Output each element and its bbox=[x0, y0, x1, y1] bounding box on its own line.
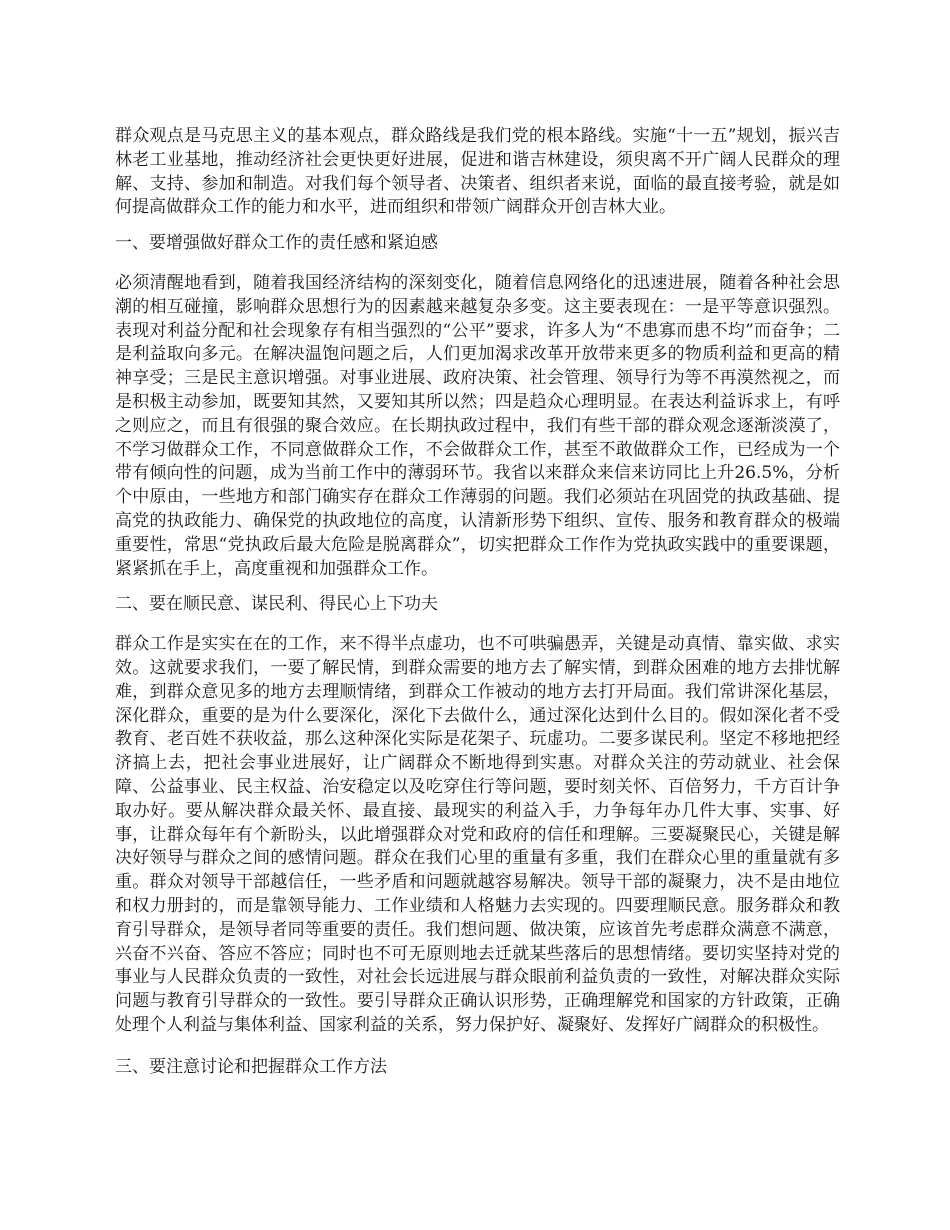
section-body-1: 必须清醒地看到，随着我国经济结构的深刻变化，随着信息网络化的迅速进展，随着各种社会思潮的相互碰撞，影响群众思想行为的因素越来越复杂多变。这主要表现在：一是平等意识强烈。表现对利益分配和社会现象存有相当强烈的“公平”要求，许多人为“不患寡而患不均”而奋争；二是利益取向多元。在解决温饱问题之后，人们更加渴求改革开放带来更多的物质利益和更高的精神享受；三是民主意识增强。对事业进展、政府决策、社会管理、领导行为等不再漠然视之，而是积极主动参加，既要知其然，又要知其所以然；四是趋众心理明显。在表达利益诉求上，有呼之则应之，而且有很强的聚合效应。在长期执政过程中，我们有些干部的群众观念逐渐淡漠了，不学习做群众工作，不同意做群众工作，不会做群众工作，甚至不敢做群众工作，已经成为一个带有倾向性的问题，成为当前工作中的薄弱环节。我省以来群众来信来访同比上升26.5%，分析个中原由，一些地方和部门确实存在群众工作薄弱的问题。我们必须站在巩固党的执政基础、提高党的执政能力、确保党的执政地位的高度，认清新形势下组织、宣传、服务和教育群众的极端重要性，常思“党执政后最大危险是脱离群众”，切实把群众工作作为党执政实践中的重要课题，紧紧抓在手上，高度重视和加强群众工作。 bbox=[115, 272, 840, 579]
section-heading-1: 一、要增强做好群众工作的责任感和紧迫感 bbox=[115, 233, 438, 254]
section-body-2: 群众工作是实实在在的工作，来不得半点虚功，也不可哄骗愚弄，关键是动真情、靠实做、求实效。这就要求我们，一要了解民情，到群众需要的地方去了解实情，到群众困难的地方去排忧解难，到群众意见多的地方去理顺情绪，到群众工作被动的地方去打开局面。我们常讲深化基层，深化群众，重要的是为什么要深化，深化下去做什么，通过深化达到什么目的。假如深化者不受教育、老百姓不获收益，那么这种深化实际是花架子、玩虚功。二要多谋民利。坚定不移地把经济搞上去，把社会事业进展好，让广阔群众不断地得到实惠。对群众关注的劳动就业、社会保障、公益事业、民主权益、治安稳定以及吃穿住行等问题，要时刻关怀、百倍努力，千方百计争取办好。要从解决群众最关怀、最直接、最现实的利益入手，力争每年办几件大事、实事、好事，让群众每年有个新盼头，以此增强群众对党和政府的信任和理解。三要凝聚民心，关键是解决好领导与群众之间的感情问题。群众在我们心里的重量有多重，我们在群众心里的重量就有多重。群众对领导干部越信任，一些矛盾和问题就越容易解决。领导干部的凝聚力，决不是由地位和权力册封的，而是靠领导能力、工作业绩和人格魅力去实现的。四要理顺民意。服务群众和教育引导群众，是领导者同等重要的责任。我们想问题、做决策，应该首先考虑群众满意不满意，兴奋不兴奋、答应不答应；同时也不可无原则地去迁就某些落后的思想情绪。要切实坚持对党的事业与人民群众负责的一致性，对社会长远进展与群众眼前利益负责的一致性，对解决群众实际问题与教育引导群众的一致性。要引导群众正确认识形势，正确理解党和国家的方针政策，正确处理个人利益与集体利益、国家利益的关系，努力保护好、凝聚好、发挥好广阔群众的积极性。 bbox=[115, 634, 840, 1035]
section-heading-3: 三、要注意讨论和把握群众工作方法 bbox=[115, 1056, 387, 1077]
document-page bbox=[115, 125, 840, 1093]
intro-paragraph: 群众观点是马克思主义的基本观点，群众路线是我们党的根本路线。实施“十一五”规划，振兴吉林老工业基地，推动经济社会更快更好进展，促进和谐吉林建设，须臾离不开广阔人民群众的理解、支持、参加和制造。对我们每个领导者、决策者、组织者来说，面临的最直接考验，就是如何提高做群众工作的能力和水平，进而组织和带领广阔群众开创吉林大业。 bbox=[115, 126, 840, 218]
section-heading-2: 二、要在顺民意、谋民利、得民心上下功夫 bbox=[115, 594, 438, 615]
